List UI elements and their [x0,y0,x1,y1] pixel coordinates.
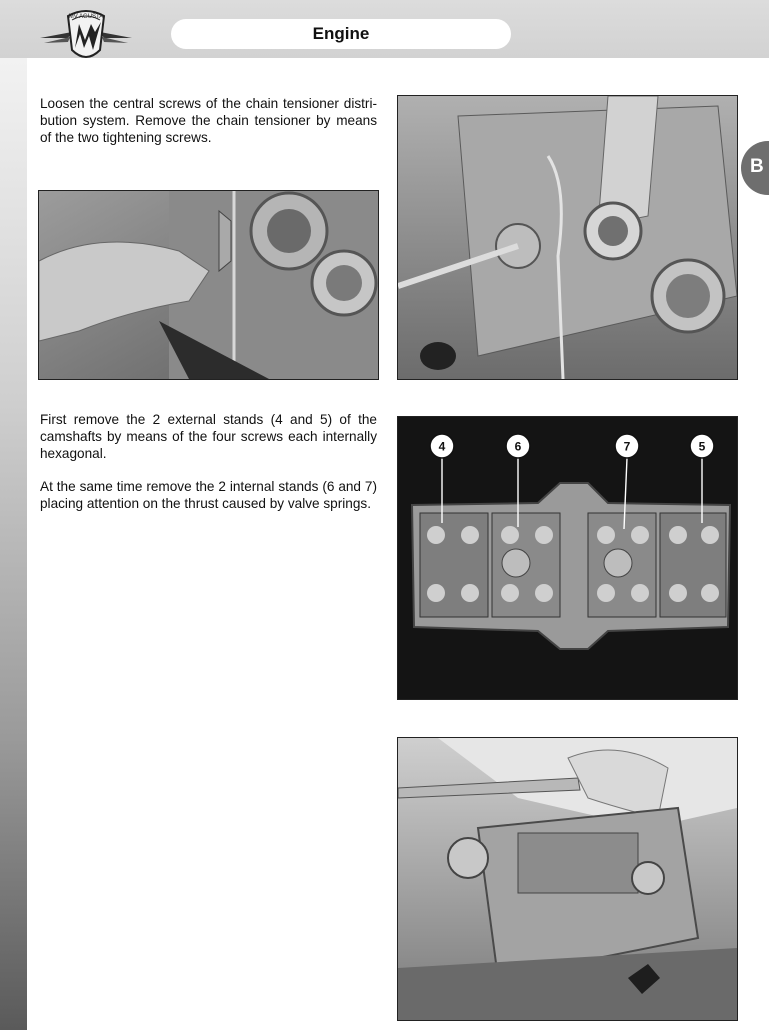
mv-agusta-logo [38,2,134,68]
section-tab [741,141,769,195]
svg-text:4: 4 [438,439,446,454]
left-gradient-bar [0,58,27,1030]
logo-wordmark: MV AGUSTA [68,14,104,20]
callout-7 [615,434,639,458]
photo-tensioner-wrench [397,95,738,380]
page-title: Engine [171,19,511,49]
photo-chain-tensioner-removal [38,190,379,380]
step-text-3: At the same time remove the 2 internal stands (6 and 7) placing attention on the thrust caused by valve springs. [40,479,377,511]
svg-text:7: 7 [623,439,631,454]
callout-5 [690,434,714,458]
svg-text:6: 6 [514,439,522,454]
step-text-1: Loosen the central screws of the chain tensioner distri-bution system. Remove the chain tensioner by means of the two tightening screws. [40,96,377,145]
step-text-2: First remove the 2 external stands (4 and 5) of the camshafts by means of the four screws each internally hexagonal. [40,412,377,461]
section-tab-label: B [750,156,764,177]
callout-6 [506,434,530,458]
callout-4 [430,434,454,458]
photo-internal-stands-removal [397,737,738,1021]
photo-camshaft-stands [397,416,738,700]
svg-text:5: 5 [698,439,706,454]
